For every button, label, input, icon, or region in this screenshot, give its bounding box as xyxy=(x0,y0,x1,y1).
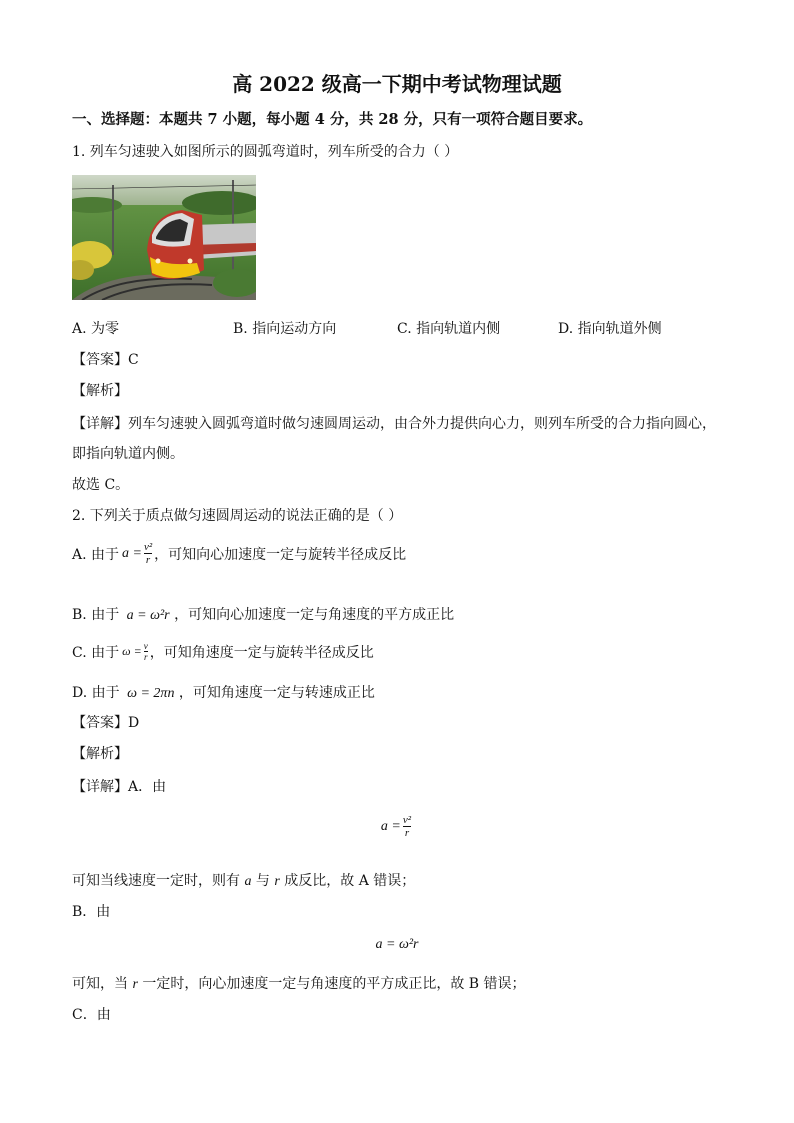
q1-stem: 1. 列车匀速驶入如图所示的圆弧弯道时，列车所受的合力（ ） xyxy=(72,144,459,160)
q1-analysis-label: 【解析】 xyxy=(72,383,128,399)
q1-option-d: D. 指向轨道外侧 xyxy=(558,321,662,337)
q2-detail-c: C．由 xyxy=(72,1007,111,1023)
equation-1-lhs: a = xyxy=(380,818,401,834)
q2-option-c-formula-lhs: ω = xyxy=(122,644,142,658)
variable-r: r xyxy=(274,874,280,889)
explanation-text: 与 xyxy=(255,873,270,889)
q2-explanation-b xyxy=(72,973,526,993)
q1-option-a: A. 为零 xyxy=(72,321,120,337)
q2-option-b-formula: a = ω²r xyxy=(126,608,170,623)
fraction-numerator: v xyxy=(143,641,148,651)
explanation-text: 可知，当 xyxy=(72,976,128,992)
q2-option-c-fraction xyxy=(144,641,148,662)
q2-option-c-prefix: C. 由于 xyxy=(72,644,120,661)
q2-option-c xyxy=(72,641,374,662)
q1-answer: 【答案】C xyxy=(72,352,139,368)
variable-a: a xyxy=(244,874,252,889)
q2-option-d-text: ，可知角速度一定与转速成正比 xyxy=(178,685,375,701)
section-heading: 一、选择题：本题共 7 小题，每小题 4 分，共 28 分，只有一项符合题目要求。 xyxy=(72,111,593,128)
q1-option-c: C. 指向轨道内侧 xyxy=(397,321,501,337)
train-photo xyxy=(72,175,256,300)
equation-2: a = ω²r xyxy=(375,937,419,952)
explanation-text: 可知当线速度一定时，则有 xyxy=(72,873,240,889)
q2-option-d-formula: ω = 2πn xyxy=(127,686,175,701)
q2-explanation-a xyxy=(72,870,415,890)
q2-option-a-prefix: A. 由于 xyxy=(72,546,120,563)
q2-option-a-formula-lhs: a = xyxy=(122,545,142,561)
q2-option-b xyxy=(72,604,454,624)
train-illustration xyxy=(72,175,256,300)
page-title: 高 2022 级高一下期中考试物理试题 xyxy=(232,72,562,96)
fraction-numerator: v² xyxy=(143,541,153,553)
q2-option-b-prefix: B. 由于 xyxy=(72,607,120,623)
q1-detail-line-2: 即指向轨道内侧。 xyxy=(72,446,184,462)
q1-conclusion: 故选 C。 xyxy=(72,477,130,493)
fraction-denominator: r xyxy=(404,827,410,839)
fraction-denominator: r xyxy=(143,652,148,662)
q2-stem: 2. 下列关于质点做匀速圆周运动的说法正确的是（ ） xyxy=(72,508,403,524)
explanation-text: 一定时，向心加速度一定与角速度的平方成正比，故 B 错误； xyxy=(142,976,526,992)
q2-option-b-text: ，可知向心加速度一定与角速度的平方成正比 xyxy=(174,607,455,623)
fraction-denominator: r xyxy=(145,554,151,566)
q2-option-a-fraction xyxy=(144,541,152,566)
q1-detail-line-1: 【详解】列车匀速驶入圆弧弯道时做匀速圆周运动，由合外力提供向心力，则列车所受的合力指向圆心， xyxy=(72,416,716,432)
q2-option-a xyxy=(72,541,406,566)
fraction-numerator: v² xyxy=(402,814,412,826)
explanation-text: 成反比，故 A 错误； xyxy=(284,873,416,889)
q2-detail-a: 【详解】A．由 xyxy=(72,779,167,795)
q1-option-b: B. 指向运动方向 xyxy=(233,321,337,337)
q2-option-c-text: ，可知角速度一定与旋转半径成反比 xyxy=(149,644,374,661)
variable-r: r xyxy=(132,977,138,992)
q2-option-a-text: ，可知向心加速度一定与旋转半径成反比 xyxy=(154,546,407,563)
q2-answer: 【答案】D xyxy=(72,715,140,731)
q2-detail-b: B．由 xyxy=(72,904,111,920)
q2-option-d xyxy=(72,682,375,702)
equation-1-fraction xyxy=(403,814,411,839)
equation-1 xyxy=(0,814,794,839)
q2-analysis-label: 【解析】 xyxy=(72,746,128,762)
q2-option-d-prefix: D. 由于 xyxy=(72,685,120,701)
